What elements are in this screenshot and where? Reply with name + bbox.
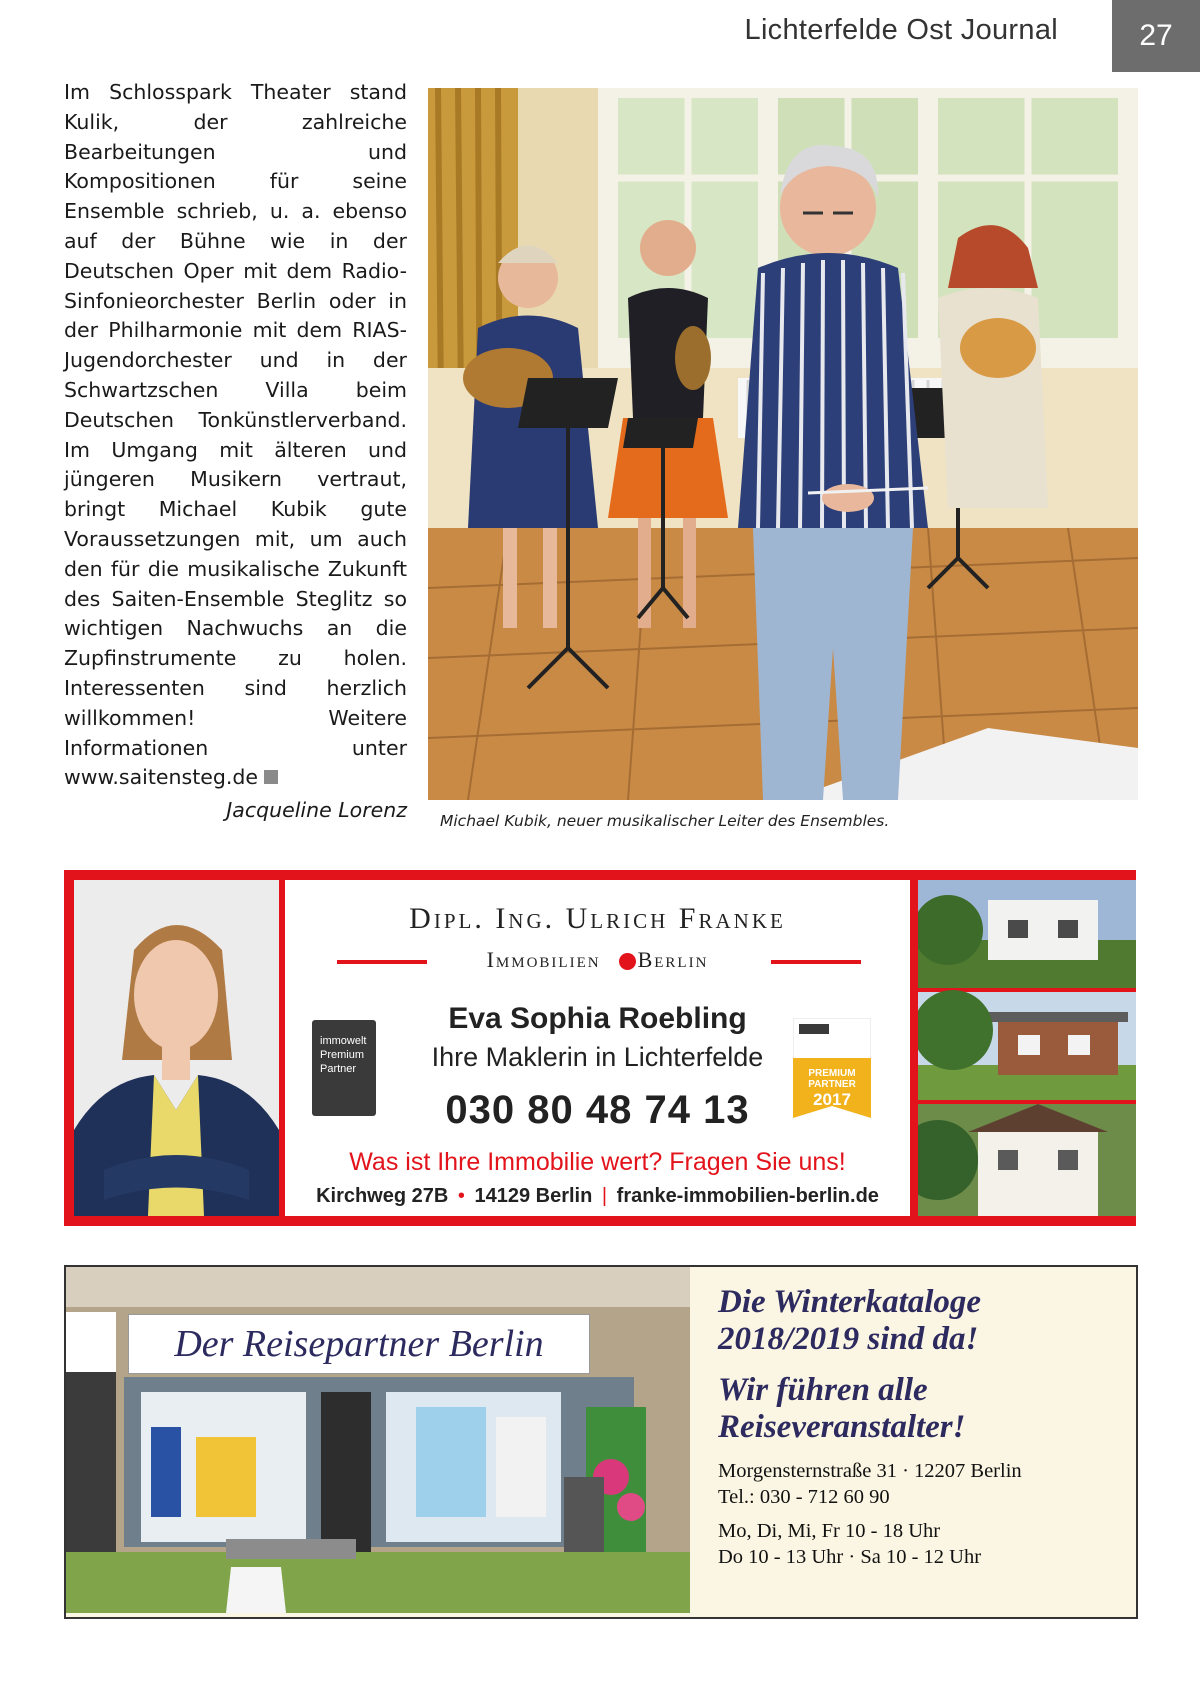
immowelt-badge (312, 1020, 376, 1116)
shop-sign: Der Reisepartner Berlin (128, 1314, 590, 1374)
badge-line: PREMIUM (808, 1068, 856, 1079)
reise-hours-thu-sat: Do 10 - 13 Uhr · Sa 10 - 12 Uhr (718, 1546, 982, 1568)
page-number: 27 (1112, 0, 1200, 72)
article-text: Im Schlosspark Theater stand Kulik, der zahlreiche Bearbeitungen und Kompositionen für seine Ensemble schrieb, u. a. ebenso auf der Bühne wie in der Deutschen Oper mit dem Radio-Sinfonieorchester Berlin oder in der Philharmonie mit dem RIAS-Jugendorchester und in der Schwartzschen Villa beim Deutschen Tonkünstlerverband. Im Umgang mit älteren und jüngeren Musikern vertraut, bringt Michael Kubik gute Voraussetzungen mit, um auch den für die musikalische Zukunft des Saiten-Ensemble Steglitz so wichtigen Nachwuchs an die Zupfinstrumente zu holen. Interessenten sind herzlich willkommen! Weitere Informationen unter www.saitensteg.de (64, 80, 407, 790)
badge-line: Premium (320, 1049, 365, 1061)
article-author: Jacqueline Lorenz (226, 798, 407, 822)
agent-portrait (74, 880, 279, 1216)
ad-slogan: Was ist Ihre Immobilie wert? Fragen Sie uns! (349, 1148, 846, 1176)
ad-website: franke-immobilien-berlin.de (616, 1185, 879, 1207)
agent-name: Eva Sophia Roebling (448, 1002, 747, 1035)
ad-address (285, 1185, 910, 1208)
company-name: Dipl. Ing. Ulrich Franke (409, 902, 786, 935)
address-street: Kirchweg 27B (316, 1185, 449, 1207)
premium-partner-badge (793, 1018, 871, 1118)
reise-address: Morgensternstraße 31 · 12207 Berlin (718, 1460, 1022, 1482)
badge-line: Partner (320, 1063, 357, 1075)
address-city: 14129 Berlin (474, 1185, 593, 1207)
reise-phone: Tel.: 030 - 712 60 90 (718, 1486, 890, 1508)
pipe-divider: | (601, 1185, 608, 1207)
bullet-icon: • (457, 1185, 465, 1207)
agent-role: Ihre Maklerin in Lichterfelde (431, 1042, 764, 1072)
photo-caption: Michael Kubik, neuer musikalischer Leiter des Ensembles. (440, 812, 890, 830)
reise-headline-catalogs: Die Winterkataloge 2018/2019 sind da! (718, 1284, 982, 1357)
end-of-article-icon (264, 770, 278, 784)
red-dot-icon (619, 953, 636, 970)
article-photo (428, 88, 1138, 800)
badge-line: immowelt (320, 1035, 367, 1047)
franke-ad-content (285, 880, 910, 1216)
reise-headline-operators: Wir führen alle Reiseveranstalter! (718, 1372, 966, 1445)
article-body (64, 78, 407, 793)
badge-line: PARTNER (808, 1079, 856, 1090)
divider-right (771, 960, 861, 964)
journal-title: Lichterfelde Ost Journal (744, 14, 1058, 46)
subtitle-immobilien: Immobilien (486, 947, 601, 972)
badge-year: 2017 (813, 1090, 851, 1109)
reise-hours-weekdays: Mo, Di, Mi, Fr 10 - 18 Uhr (718, 1520, 941, 1542)
subtitle-berlin: Berlin (637, 947, 709, 972)
agent-phone: 030 80 48 74 13 (445, 1088, 750, 1132)
reise-ad-content (718, 1284, 1128, 1570)
house-photos (918, 880, 1136, 1216)
